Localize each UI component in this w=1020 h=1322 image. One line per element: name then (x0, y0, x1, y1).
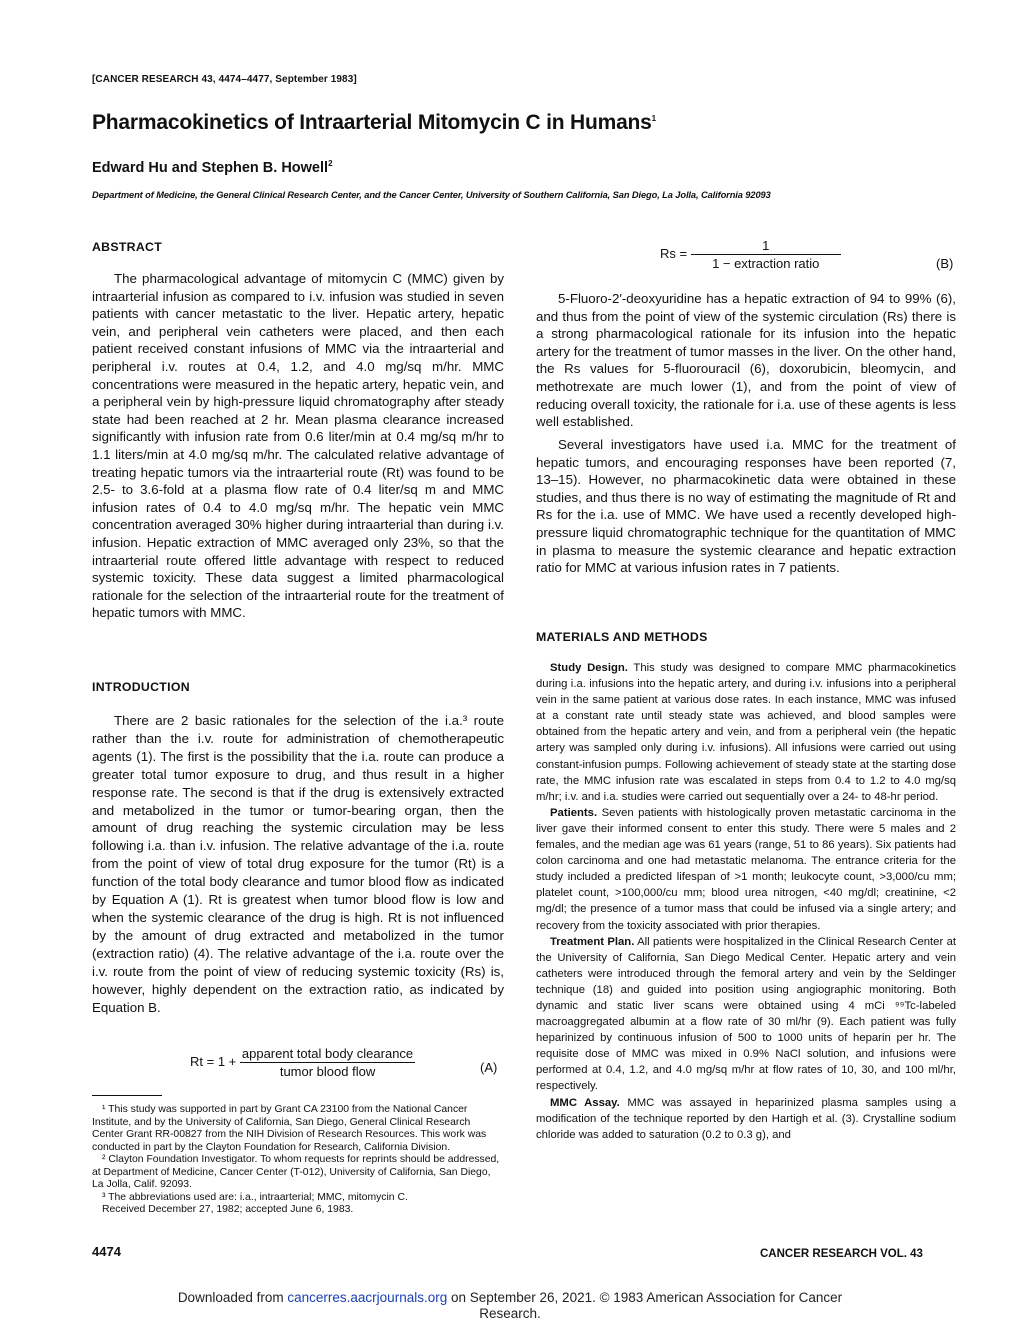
equation-a-lhs: Rt = 1 + (190, 1053, 237, 1069)
introduction-text: There are 2 basic rationales for the selection of the i.a.³ route rather than the i.v. route for administration of chemotherapeutic agents (1). The first is the possibility that the i.a. route can produce a greater total tumor exposure to drug, and thus result in a higher response rate. The second is that if the drug is extensively extracted and metabolized in the tumor or tumor-bearing organ, then the amount of drug reaching the systemic circulation may be less following i.a. than i.v. infusion. The relative advantage of the i.a. route from the point of view of total drug exposure for the tumor (Rt) is a function of the total body clearance and tumor blood flow as indicated by Equation A (1). Rt is greatest when tumor blood flow is low and when the systemic clearance of the drug is high. Rt is not influenced by the amount of drug extracted and metabolized in the tumor (extraction ratio) (4). The relative advantage of the i.a. route over the i.v. route from the point of view of reducing systemic toxicity (Rs) is, however, highly dependent on the extraction ratio, as indicated by Equation B. (92, 713, 504, 1015)
journal-volume: CANCER RESEARCH VOL. 43 (760, 1248, 923, 1260)
page-number: 4474 (92, 1244, 121, 1259)
patients-text: Seven patients with histologically proven metastatic carcinoma in the liver gave their informed consent to enter this study. There were 5 males and 2 females, and the median age was 61 years (range, 51 to 86 years). Six patients had colon carcinoma and one had metastatic melanoma. The entrance criteria for the study included a predicted lifespan of >1 month; leukocyte count, >3,000/cu mm; platelet count, >100,000/cu mm; blood urea nitrogen, <40 mg/dl; creatinine, <2 mg/dl; the presence of a tumor mass that could be infused via a single artery; and recovery from the toxicity associated with prior therapies. (536, 806, 956, 932)
citation-line: [CANCER RESEARCH 43, 4474–4477, September 1983] (92, 74, 357, 85)
download-banner (100, 1290, 920, 1322)
banner-prefix: Downloaded from (177, 1290, 284, 1305)
methods-heading: MATERIALS AND METHODS (536, 630, 708, 644)
methods-text (536, 660, 956, 1143)
treatment-label: Treatment Plan. (550, 935, 635, 948)
treatment-text: All patients were hospitalized in the Clinical Research Center at the University of California, San Diego Medical Center. Hepatic artery and vein catheters were introduced through the femoral artery and vein by the Seldinger technique (18) and guided into position using angiographic monitoring. Both dynamic and static liver scans were obtained using 4 mCi ⁹⁹Tc-labeled macroaggregated albumin at a flow rate of 30 ml/hr (9). Each patient was fully heparinized by continuous infusion of 500 to 1000 units of heparin per hr. The requisite dose of MMC was mixed in 0.9% NaCl solution, and infusions were performed at 0.4, 1.2, and 4.0 mg/sq m/hr at flow rates of 10, 30, and 100 ml/hr, respectively. (536, 935, 956, 1093)
received-line: Received December 27, 1982; accepted June 6, 1983. (102, 1204, 354, 1215)
equation-b-denominator: 1 − extraction ratio (712, 256, 820, 271)
footnote-2: ² Clayton Foundation Investigator. To whom requests for reprints should be addressed, at Department of Medicine, Cancer Center (T-012), University of California, San Diego, La Jolla, Calif. 92093. (92, 1154, 500, 1190)
banner-line2: Research. (479, 1306, 541, 1321)
affiliation: Department of Medicine, the General Clinical Research Center, and the Cancer Center, University of Southern California, San Diego, La Jolla, California 92093 (92, 190, 771, 200)
introduction-heading: INTRODUCTION (92, 680, 190, 694)
equation-a-numerator: apparent total body clearance (241, 1046, 414, 1061)
study-design-label: Study Design. (550, 662, 628, 674)
banner-link[interactable]: cancerres.aacrjournals.org (287, 1290, 448, 1305)
treatment-paragraph (536, 934, 956, 1095)
authors-footnote-marker: 2 (328, 159, 333, 169)
patients-label: Patients. (550, 806, 598, 819)
equation-b-fraction (691, 238, 841, 271)
authors (92, 160, 333, 176)
right-paragraph-1: 5-Fluoro-2′-deoxyuridine has a hepatic extraction of 94 to 99% (6), and thus from the point of view of the systemic circulation (Rs) there is a strong pharmacological rationale for its infusion into the hepatic artery for the treatment of tumor masses in the liver. On the other hand, the Rs values for 5-fluorouracil (6), doxorubicin, bleomycin, and methotrexate are much lower (1), and from the point of view of reducing overall toxicity, the rationale for i.a. use of these agents is less well established. (536, 291, 956, 430)
abstract-heading: ABSTRACT (92, 240, 163, 254)
assay-text: MMC was assayed in heparinized plasma samples using a modification of the technique reported by den Hartigh et al. (3). Crystalline sodium chloride was added to saturation (0.2 to 0.3 g), and (536, 1096, 957, 1141)
equation-a-denominator: tumor blood flow (279, 1064, 376, 1079)
equation-b (660, 238, 841, 271)
footnote-rule (92, 1095, 162, 1096)
equation-a-fraction (240, 1046, 415, 1079)
study-design-text: This study was designed to compare MMC pharmacokinetics during i.a. infusions into the hepatic artery, and during i.v. infusions into a peripheral vein in the same patient at various dose rates. In each instance, MMC was infused at a constant rate until steady state was achieved, and blood samples were obtained from the hepatic artery and vein, and from a peripheral vein (the hepatic artery was sampled only during i.v. infusions). All infusions were carried out using constant-infusion pumps. Following achievement of steady state at the starting dose rate, the MMC infusion rate was escalated in steps from 0.4 to 1.2 to 4.0 mg/sq m/hr; i.v. and i.a. studies were carried out sequentially over a 24- to 48-hr period. (536, 662, 956, 803)
authors-text: Edward Hu and Stephen B. Howell (92, 160, 329, 176)
title-footnote-marker: 1 (651, 114, 656, 123)
abstract-text: The pharmacological advantage of mitomycin C (MMC) given by intraarterial infusion as compared to i.v. infusion was studied in seven patients with cancer metastatic to the liver. Hepatic artery, hepatic vein, and peripheral vein catheters were placed, and then each patient received constant infusions of MMC via the intraarterial and peripheral i.v. routes at 0.4, 1.2, and 4.0 mg/sq m/hr. MMC concentrations were measured in the hepatic artery, hepatic vein, and a peripheral vein by high-pressure liquid chromatography after steady state had been reached at 2 hr. Mean plasma clearance increased significantly with infusion rate from 0.6 liter/min at 0.4 mg/sq m/hr to 1.1 liters/min at 4.0 mg/sq m/hr. The calculated relative advantage of treating hepatic tumors via the intraarterial route (Rt) was found to be 2.5- to 3.6-fold at a plasma flow rate of 0.4 liter/sq m and MMC infusion rates of 0.4 to 4.0 mg/sq m/hr. The hepatic vein MMC concentration averaged 30% higher during intraarterial than during i.v. infusion. Hepatic extraction of MMC averaged only 23%, so that the intraarterial route offered little advantage with respect to reduced systemic toxicity. These data suggest a limited pharmacological rationale for the selection of the intraarterial route for the treatment of hepatic tumors with MMC. (92, 271, 504, 621)
footnote-1: ¹ This study was supported in part by Grant CA 23100 from the National Cancer Institute, and by the University of California, San Diego, General Clinical Research Center Grant RR-00827 from the NIH Division of Research Resources. This work was conducted in part by the Clayton Foundation for Research, California Division. (92, 1104, 487, 1153)
footnote-3: ³ The abbreviations used are: i.a., intraarterial; MMC, mitomycin C. (102, 1191, 408, 1203)
equation-a (190, 1046, 500, 1079)
equation-a-label: (A) (480, 1060, 498, 1075)
patients-paragraph (536, 805, 956, 934)
footnotes (92, 1104, 504, 1217)
paper-title (92, 111, 656, 135)
right-paragraph-2: Several investigators have used i.a. MMC for the treatment of hepatic tumors, and encouraging responses have been reported (7, 13–15). However, no pharmacokinetic data were obtained in these studies, and thus there is no way of estimating the magnitude of Rt and Rs for the i.a. use of MMC. We have used a recently developed high-pressure liquid chromatographic technique for the quantitation of MMC in plasma to measure the systemic clearance and hepatic extraction ratio for MMC at various infusion rates in 7 patients. (536, 437, 956, 576)
equation-b-label: (B) (936, 256, 954, 271)
title-text: Pharmacokinetics of Intraarterial Mitomycin C in Humans (92, 111, 652, 134)
banner-suffix: on September 26, 2021. © 1983 American Association for Cancer (450, 1290, 843, 1305)
equation-b-numerator: 1 (691, 238, 841, 255)
equation-b-lhs: Rs = (660, 245, 688, 261)
assay-label: MMC Assay. (550, 1096, 620, 1109)
study-design-paragraph (536, 660, 956, 805)
assay-paragraph (536, 1095, 956, 1143)
